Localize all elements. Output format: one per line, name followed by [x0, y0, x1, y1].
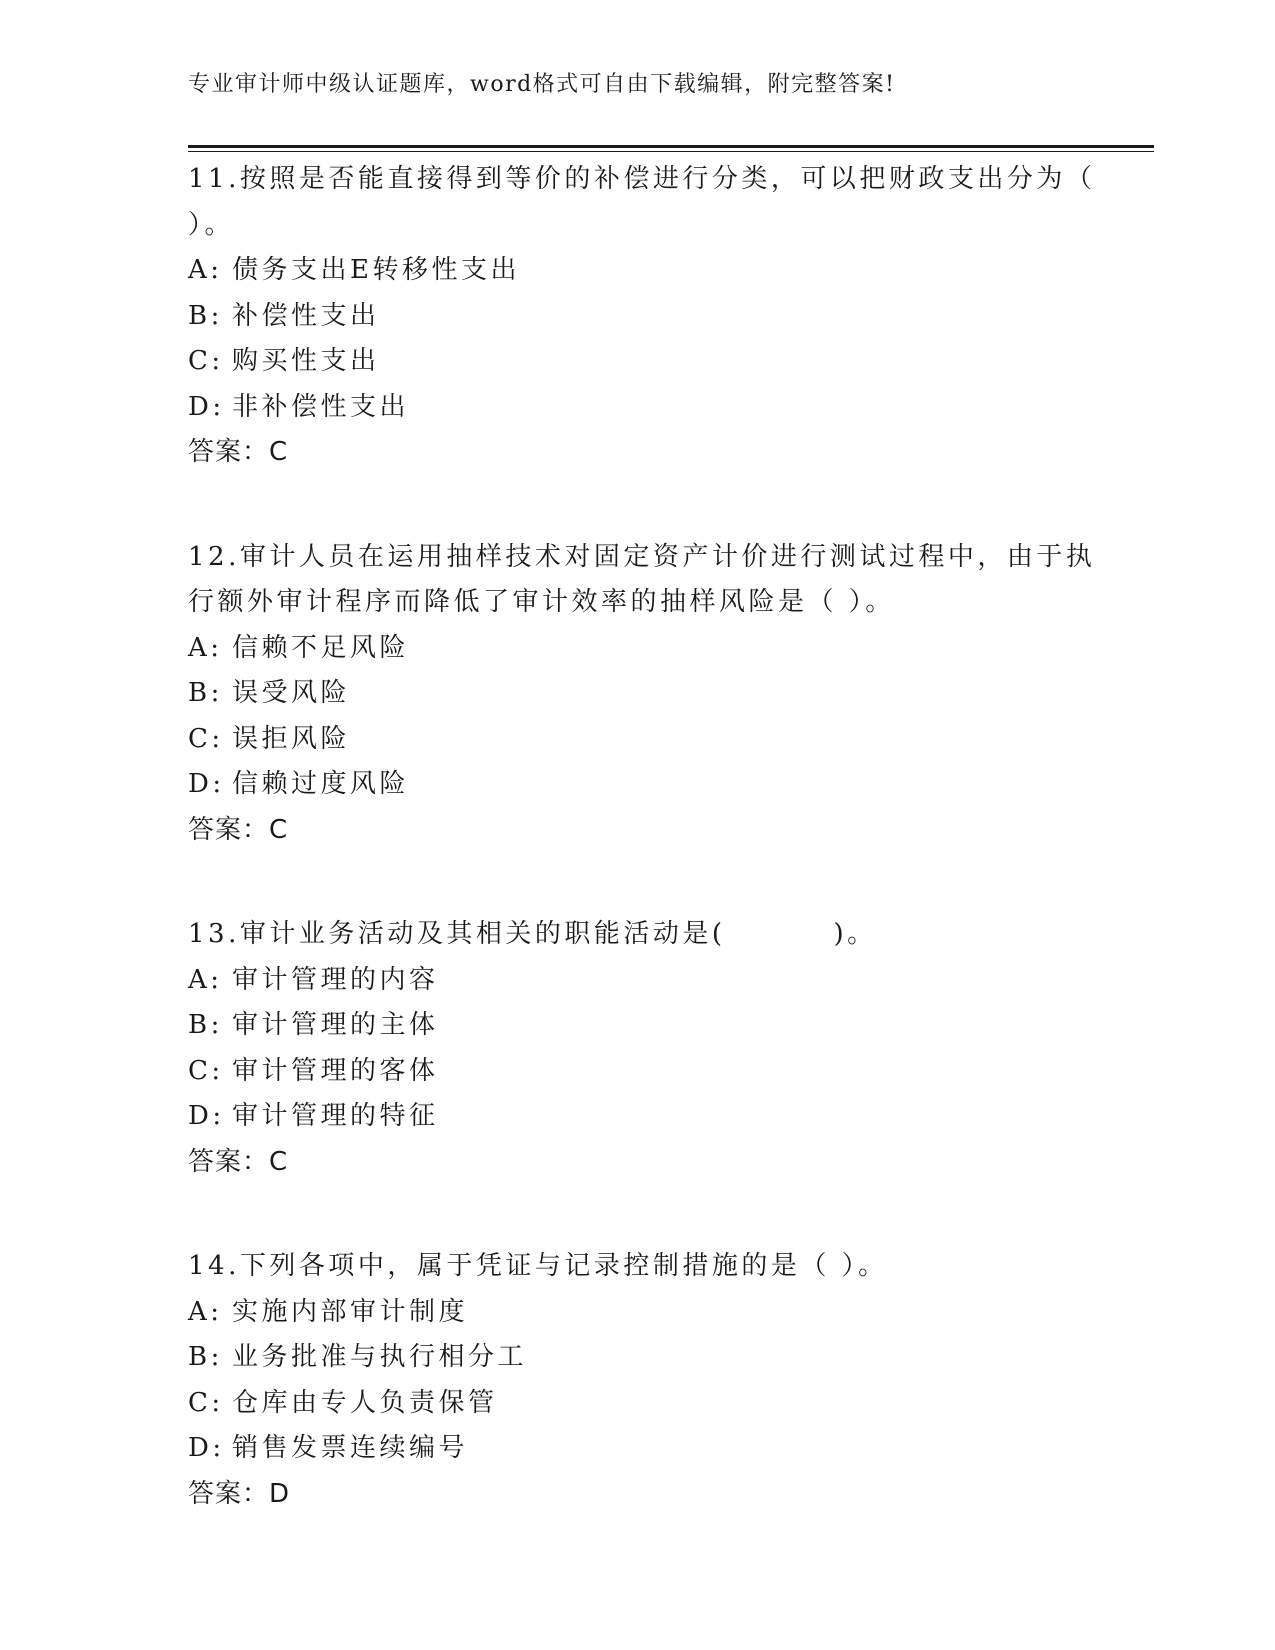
- question-text-line-2: ）。: [188, 209, 235, 240]
- option-key: D:: [188, 1101, 225, 1131]
- option-text: 补偿性支出: [232, 300, 380, 331]
- option-b: [188, 671, 1088, 717]
- option-text: 审计管理的主体: [232, 1010, 439, 1040]
- option-c: [188, 1049, 1088, 1095]
- option-text: 误拒风险: [232, 723, 351, 754]
- option-text: 信赖过度风险: [232, 769, 410, 799]
- option-key: D:: [188, 391, 225, 422]
- answer: 答案：C: [188, 1146, 289, 1177]
- answer: 答案：C: [188, 437, 289, 467]
- option-key: C:: [188, 1387, 224, 1418]
- header-rule-thick: [188, 145, 1154, 148]
- option-key: D:: [188, 1433, 225, 1463]
- option-key: B:: [188, 678, 223, 708]
- option-text: 非补偿性支出: [232, 391, 410, 422]
- option-text: 审计管理的内容: [232, 964, 439, 995]
- option-key: B:: [188, 300, 223, 331]
- question-text-line-1: 12.审计人员在运用抽样技术对固定资产计价进行测试过程中，由于执: [188, 541, 1096, 572]
- option-key: A:: [188, 255, 223, 285]
- question-14: [188, 1244, 1088, 1517]
- answer: 答案：C: [188, 814, 289, 845]
- option-text: 信赖不足风险: [232, 632, 410, 663]
- option-a: [188, 958, 1088, 1004]
- answer: 答案：D: [188, 1478, 291, 1509]
- option-b: [188, 294, 1088, 340]
- option-text: 仓库由专人负责保管: [232, 1387, 498, 1418]
- question-text-line-1: 14.下列各项中，属于凭证与记录控制措施的是（ ）。: [188, 1251, 888, 1281]
- option-key: D:: [188, 769, 225, 799]
- option-c: [188, 1381, 1088, 1427]
- option-d: [188, 1426, 1088, 1472]
- option-text: 业务批准与执行相分工: [232, 1342, 528, 1372]
- option-key: A:: [188, 964, 223, 995]
- option-key: A:: [188, 1296, 223, 1327]
- option-a: [188, 248, 1088, 294]
- option-key: C:: [188, 346, 224, 376]
- option-text: 购买性支出: [232, 346, 380, 376]
- question-11: [188, 157, 1096, 476]
- question-text-line-1: 11.按照是否能直接得到等价的补偿进行分类，可以把财政支出分为（: [188, 164, 1096, 194]
- option-key: C:: [188, 1055, 224, 1086]
- option-text: 销售发票连续编号: [232, 1433, 469, 1463]
- option-a: [188, 626, 1088, 672]
- option-d: [188, 385, 1088, 431]
- header-rule-thin: [188, 151, 1154, 152]
- option-b: [188, 1003, 1088, 1049]
- option-d: [188, 1094, 1088, 1140]
- question-13: [188, 912, 1088, 1185]
- option-key: B:: [188, 1010, 223, 1040]
- question-text-start: 13.审计业务活动及其相关的职能活动是(: [188, 919, 726, 949]
- option-text: 审计管理的客体: [232, 1055, 439, 1086]
- option-text: 债务支出E转移性支出: [232, 255, 520, 285]
- option-text: 误受风险: [232, 678, 351, 708]
- option-key: A:: [188, 632, 223, 663]
- option-d: [188, 762, 1088, 808]
- option-text: 实施内部审计制度: [232, 1296, 469, 1327]
- option-c: [188, 717, 1088, 763]
- option-c: [188, 339, 1088, 385]
- question-text-line-2: 行额外审计程序而降低了审计效率的抽样风险是（ ）。: [188, 587, 895, 617]
- option-key: B:: [188, 1342, 223, 1372]
- option-text: 审计管理的特征: [232, 1101, 439, 1131]
- question-list: [188, 157, 1096, 1576]
- document-header: 专业审计师中级认证题库，word格式可自由下载编辑，附完整答案!: [188, 72, 896, 97]
- question-text-end: )。: [833, 919, 877, 949]
- option-key: C:: [188, 723, 224, 754]
- question-12: [188, 535, 1096, 854]
- option-b: [188, 1335, 1088, 1381]
- option-a: [188, 1290, 1088, 1336]
- question-text-line-1: [188, 912, 1088, 958]
